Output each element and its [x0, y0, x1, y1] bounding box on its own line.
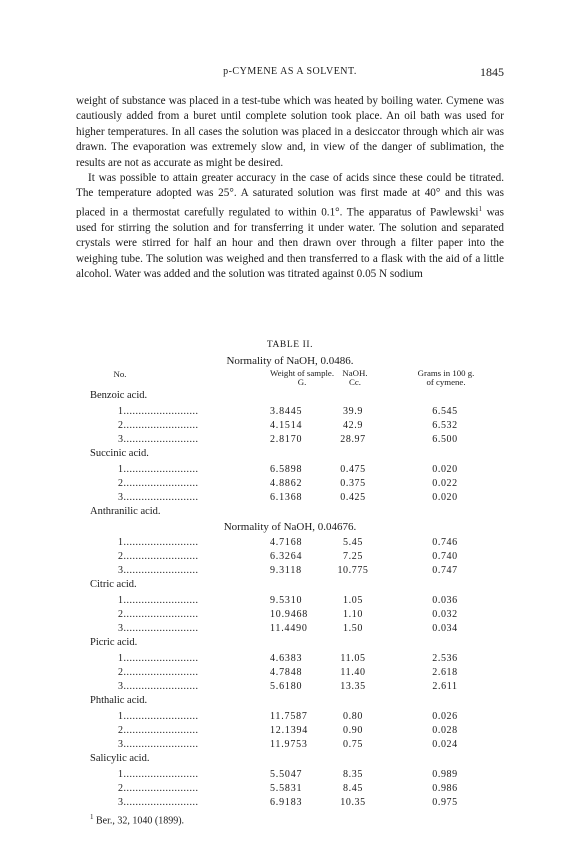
- row-grams: 0.026: [432, 711, 458, 722]
- table-row: [0, 783, 580, 797]
- col-header-no: No.: [113, 369, 127, 379]
- table-caption: TABLE II.: [266, 340, 314, 350]
- row-naoh: 0.75: [343, 739, 363, 750]
- page-header: [76, 66, 504, 80]
- row-weight: 9.3118: [270, 565, 302, 576]
- row-grams: 0.747: [432, 565, 458, 576]
- row-grams: 0.020: [432, 464, 458, 475]
- row-naoh: 0.475: [340, 464, 366, 475]
- row-naoh: 7.25: [343, 551, 363, 562]
- col-header-weight-unit: G.: [297, 377, 307, 387]
- row-grams: 0.034: [432, 623, 458, 634]
- table-row: [0, 537, 580, 551]
- row-weight: 6.9183: [270, 797, 303, 808]
- row-weight: 3.8445: [270, 406, 303, 417]
- row-weight: 2.8170: [270, 434, 303, 445]
- group-label-succinic: Succinic acid.: [90, 448, 149, 459]
- row-no: 3.........................: [118, 492, 199, 503]
- row-no: 3.........................: [118, 623, 199, 634]
- row-no: 3.........................: [118, 739, 199, 750]
- row-weight: 4.8862: [270, 478, 303, 489]
- footnote: [90, 813, 184, 826]
- col-header-grams-label: Grams in 100 g.: [417, 368, 475, 378]
- page-number: 1845: [480, 65, 504, 79]
- group-label-citric: Citric acid.: [90, 579, 137, 590]
- table-row: [0, 711, 580, 725]
- table-row: [0, 667, 580, 681]
- group-label-anthranilic: Anthranilic acid.: [90, 506, 161, 517]
- row-no: 3.........................: [118, 797, 199, 808]
- row-naoh: 39.9: [343, 406, 363, 417]
- row-grams: 2.536: [432, 653, 458, 664]
- table-row: [0, 406, 580, 420]
- row-naoh: 0.80: [343, 711, 363, 722]
- row-naoh: 10.775: [337, 565, 369, 576]
- table-row: [0, 609, 580, 623]
- table-row: [0, 681, 580, 695]
- group-label-phthalic: Phthalic acid.: [90, 695, 148, 706]
- table-row: [0, 420, 580, 434]
- row-weight: 11.9753: [270, 739, 308, 750]
- row-naoh: 28.97: [340, 434, 366, 445]
- row-naoh: 5.45: [343, 537, 363, 548]
- row-grams: 0.024: [432, 739, 458, 750]
- row-naoh: 13.35: [340, 681, 366, 692]
- row-no: 1.........................: [118, 406, 199, 417]
- row-grams: 2.618: [432, 667, 458, 678]
- row-weight: 5.6180: [270, 681, 303, 692]
- row-no: 3.........................: [118, 434, 199, 445]
- row-weight: 4.6383: [270, 653, 303, 664]
- row-grams: 6.500: [432, 434, 458, 445]
- row-no: 2.........................: [118, 420, 199, 431]
- group-label-benzoic: Benzoic acid.: [90, 390, 148, 401]
- paragraph-2-part-2: was used for stirring the solution and for transferring it under water. The solution and separated crystals were stirred for half an hour and then drawn over through a filter paper into the weighing tube. The solution was weighed and then transferred to a flask with the aid of a little alcohol. Water was added and the solution was titrated against 0.05 N sodium: [76, 206, 505, 281]
- row-no: 1.........................: [118, 464, 199, 475]
- table-row: [0, 797, 580, 811]
- row-weight: 6.3264: [270, 551, 303, 562]
- row-grams: 0.022: [432, 478, 458, 489]
- paragraph-2-part-1: It was possible to attain greater accuracy in the case of acids since these could be titrated. The temperature adopted was 25°. A saturated solution was first made at 40° and this was placed in a thermostat carefully regulated to within 0.1°. The apparatus of Pawlewski: [76, 172, 504, 219]
- table-row: [0, 595, 580, 609]
- col-header-grams-unit: of cymene.: [426, 377, 466, 387]
- row-no: 1.........................: [118, 769, 199, 780]
- row-naoh: 0.375: [340, 478, 366, 489]
- normality-heading-1: Normality of NaOH, 0.0486.: [226, 355, 354, 367]
- row-grams: 0.020: [432, 492, 458, 503]
- row-naoh: 42.9: [343, 420, 363, 431]
- footnote-text: Ber., 32, 1040 (1899).: [93, 815, 185, 827]
- col-header-grams: [408, 369, 484, 387]
- row-grams: 0.032: [432, 609, 458, 620]
- row-grams: 0.975: [432, 797, 458, 808]
- row-weight: 11.7587: [270, 711, 308, 722]
- row-naoh: 10.35: [340, 797, 366, 808]
- row-no: 2.........................: [118, 667, 199, 678]
- row-grams: 0.989: [432, 769, 458, 780]
- row-no: 3.........................: [118, 565, 199, 576]
- row-naoh: 11.05: [340, 653, 366, 664]
- row-no: 2.........................: [118, 609, 199, 620]
- row-no: 1.........................: [118, 537, 199, 548]
- row-grams: 6.545: [432, 406, 458, 417]
- normality-heading-2: Normality of NaOH, 0.04676.: [223, 521, 357, 533]
- row-naoh: 11.40: [340, 667, 366, 678]
- row-grams: 0.986: [432, 783, 458, 794]
- row-no: 3.........................: [118, 681, 199, 692]
- row-naoh: 1.05: [343, 595, 363, 606]
- row-naoh: 1.50: [343, 623, 363, 634]
- running-title: p-CYMENE AS A SOLVENT.: [223, 66, 357, 77]
- row-no: 1.........................: [118, 595, 199, 606]
- paragraph-2: [76, 171, 504, 283]
- row-grams: 2.611: [432, 681, 458, 692]
- paragraph-1: weight of substance was placed in a test-tube which was heated by boiling water. Cymene was cautiously added from a buret until complete solution took place. An oil bath was used for higher temperatures. In all cases the solution was placed in a desiccator through which air was drawn. The evaporation was extremely slow and, in view of the danger of sublimation, the results are not as accurate as might be desired.: [76, 95, 504, 169]
- row-weight: 4.7848: [270, 667, 303, 678]
- table-row: [0, 769, 580, 783]
- row-no: 1.........................: [118, 653, 199, 664]
- col-header-naoh-unit: Cc.: [349, 377, 361, 387]
- row-grams: 0.746: [432, 537, 458, 548]
- row-grams: 6.532: [432, 420, 458, 431]
- group-label-salicylic: Salicylic acid.: [90, 753, 150, 764]
- footnote-ref: 1: [478, 204, 483, 213]
- row-naoh: 8.45: [343, 783, 363, 794]
- row-no: 2.........................: [118, 783, 199, 794]
- row-grams: 0.740: [432, 551, 458, 562]
- table-row: [0, 434, 580, 448]
- row-naoh: 0.90: [343, 725, 363, 736]
- row-weight: 5.5047: [270, 769, 303, 780]
- row-weight: 4.7168: [270, 537, 303, 548]
- row-weight: 6.1368: [270, 492, 303, 503]
- table-row: [0, 623, 580, 637]
- row-grams: 0.028: [432, 725, 458, 736]
- row-naoh: 0.425: [340, 492, 366, 503]
- group-label-picric: Picric acid.: [90, 637, 138, 648]
- table-row: [0, 464, 580, 478]
- col-header-naoh: [330, 369, 380, 387]
- row-no: 2.........................: [118, 725, 199, 736]
- footnote-marker: 1: [90, 813, 94, 821]
- row-naoh: 8.35: [343, 769, 363, 780]
- row-no: 2.........................: [118, 551, 199, 562]
- table-row: [0, 725, 580, 739]
- row-weight: 11.4490: [270, 623, 308, 634]
- row-weight: 12.1394: [270, 725, 309, 736]
- col-header-weight-label: Weight of sample.: [269, 368, 335, 378]
- row-weight: 6.5898: [270, 464, 303, 475]
- col-header-naoh-label: NaOH.: [342, 368, 368, 378]
- table-row: [0, 565, 580, 579]
- row-weight: 4.1514: [270, 420, 303, 431]
- table-row: [0, 551, 580, 565]
- row-grams: 0.036: [432, 595, 458, 606]
- table-row: [0, 739, 580, 753]
- body-text: [76, 94, 504, 283]
- row-weight: 5.5831: [270, 783, 303, 794]
- row-no: 2.........................: [118, 478, 199, 489]
- table-row: [0, 492, 580, 506]
- row-naoh: 1.10: [343, 609, 363, 620]
- row-weight: 10.9468: [270, 609, 309, 620]
- table-row: [0, 653, 580, 667]
- row-weight: 9.5310: [270, 595, 303, 606]
- table-row: [0, 478, 580, 492]
- row-no: 1.........................: [118, 711, 199, 722]
